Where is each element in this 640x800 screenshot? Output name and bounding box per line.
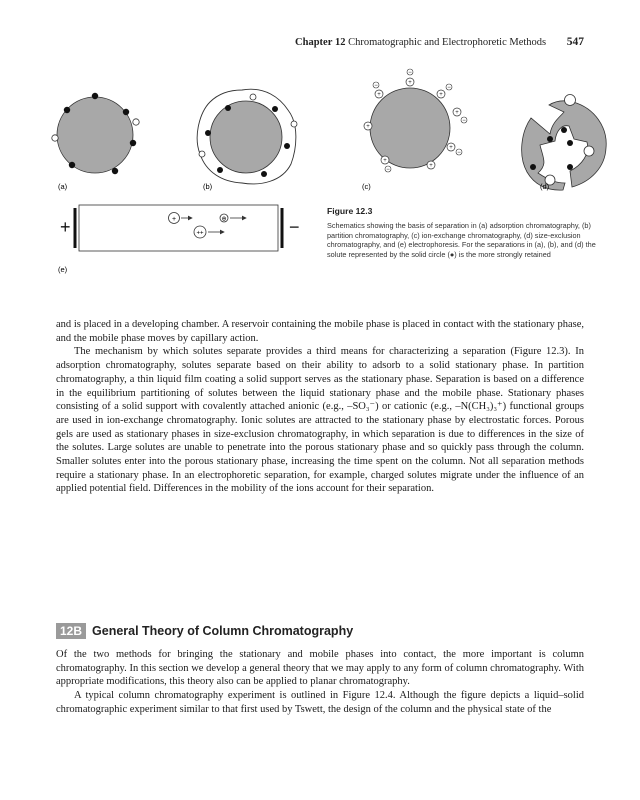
adsorbed-solute (64, 107, 70, 113)
caption-text: Schematics showing the basis of separation in (a) adsorption chromatography, (b) partition chromatography, (c) ion-exchange chromatography, (d) size-exclusion chromatography, and (e) electrophoresis. For the separations in (a), (b), and (d) the solute represented by the solid circle (●) is the more strongly retained (327, 221, 596, 259)
chapter-number: 12 (335, 37, 346, 48)
section-title: General Theory of Column Chromatography (92, 624, 354, 638)
svg-text:+: + (366, 124, 370, 130)
text-block-upper (56, 318, 584, 496)
paragraph-column-chromatography: Of the two methods for bringing the stationary and mobile phases into contact, the more important is column chromatography. In this section we develop a general theory that we may apply to any form of column chromatography. With appropriate modifications, this theory also can be applied to planar chromatography. (56, 649, 584, 688)
electrophoresis-buffer (79, 205, 278, 251)
svg-text:−: − (374, 83, 378, 89)
svg-text:−: − (462, 118, 466, 124)
mobile-solute (291, 121, 297, 127)
partitioned-solute (284, 143, 290, 149)
adsorbed-solute (92, 93, 98, 99)
svg-text:+: + (439, 92, 443, 98)
text-block-lower (56, 648, 584, 717)
running-header (0, 36, 584, 48)
adsorbed-solute (112, 168, 118, 174)
small-solute (530, 164, 536, 170)
adsorbed-solute (123, 109, 129, 115)
small-solute (567, 140, 573, 146)
panel-label-c: (c) (362, 182, 371, 191)
mobile-solute (199, 151, 205, 157)
ion-exchange-resin (370, 88, 450, 168)
paragraph-typical-experiment: A typical column chromatography experiment is outlined in Figure 12.4. Although the figure depicts a liquid–solid chromatographic experiment similar to that first used by Tswett, the design of the column and the physical state of the (56, 690, 584, 715)
adsorbed-solute (130, 140, 136, 146)
partitioned-solute (272, 106, 278, 112)
chapter-title: Chromatographic and Electrophoretic Methods (348, 37, 547, 48)
partitioned-solute (217, 167, 223, 173)
figure-12-3 (50, 50, 610, 300)
neutral-label: ⊕ (221, 216, 227, 223)
panel-label-e: (e) (58, 265, 68, 274)
large-solute (565, 95, 576, 106)
dication-label: ++ (196, 230, 204, 237)
svg-text:+: + (377, 92, 381, 98)
panel-c-ion-exchange (362, 69, 467, 191)
page-number: 547 (566, 36, 584, 48)
panel-e-electrophoresis (58, 205, 300, 274)
svg-text:+: + (455, 110, 459, 116)
svg-text:−: − (408, 70, 412, 76)
weakly-retained-solute (133, 119, 139, 125)
figure-caption (327, 206, 613, 259)
paragraph-separation-mechanisms: The mechanism by which solutes separate provides a third means for characterizing a separation (Figure 12.3). In adsorption chromatography, solutes separate based on their ability to adsorb to a solid stationary phase. In partition chromatography, a thin liquid film coating a solid support serves as the stationary phase. Separation is based on a difference in the equilibrium partitioning of solutes between the liquid stationary phase and the mobile phase. Stationary phases consisting of a solid support with covalently attached anionic (e.g., –SO₃⁻) or cationic (e.g., –N(CH₃)₃⁺) functional groups are used in ion-exchange chromatography. Ionic solutes are attracted to the stationary phase by electrostatic forces. Porous gels are used as stationary phases in size-exclusion chromatography, in which separation is due to differences in the size of the solutes. Large solutes are unable to penetrate into the porous stationary phase and so quickly pass through the column. Smaller solutes enter into the porous stationary phase, increasing the time spent on the column. Not all separation methods require a stationary phase. In an electrophoretic separation, for example, charged solutes migrate under the influence of an applied potential field. Differences in the mobility of the ions account for their separation. (56, 346, 584, 495)
svg-text:−: − (447, 85, 451, 91)
panel-label-a: (a) (58, 182, 68, 191)
mobile-solute (250, 94, 256, 100)
weakly-retained-solute (52, 135, 58, 141)
panel-d-size-exclusion (522, 95, 607, 192)
anode-sign: + (60, 217, 71, 237)
svg-text:+: + (383, 158, 387, 164)
section-number: 12B (56, 623, 86, 639)
small-solute (547, 136, 553, 142)
cation-label: + (171, 216, 177, 223)
panel-label-b: (b) (203, 182, 213, 191)
svg-text:−: − (386, 167, 390, 173)
paragraph-continuation: and is placed in a developing chamber. A reservoir containing the mobile phase is placed in contact with the stationary phase, and the mobile phase moves by capillary action. (56, 319, 584, 344)
chapter-label: Chapter (295, 37, 333, 48)
panel-label-d: (d) (540, 182, 550, 191)
adsorbed-solute (69, 162, 75, 168)
solid-support (210, 101, 282, 173)
svg-text:+: + (408, 80, 412, 86)
partitioned-solute (225, 105, 231, 111)
svg-text:−: − (457, 150, 461, 156)
large-solute (584, 146, 594, 156)
caption-title: Figure 12.3 (327, 206, 373, 216)
partitioned-solute (261, 171, 267, 177)
small-solute (567, 164, 573, 170)
svg-text:+: + (429, 163, 433, 169)
cathode-sign: − (289, 217, 300, 237)
panel-a-adsorption (52, 93, 139, 191)
svg-text:+: + (449, 145, 453, 151)
small-solute (561, 127, 567, 133)
figure-drawing (50, 50, 610, 300)
partitioned-solute (205, 130, 211, 136)
panel-b-partition (197, 89, 297, 191)
porous-gel-particle (522, 101, 607, 190)
section-heading (56, 622, 584, 640)
